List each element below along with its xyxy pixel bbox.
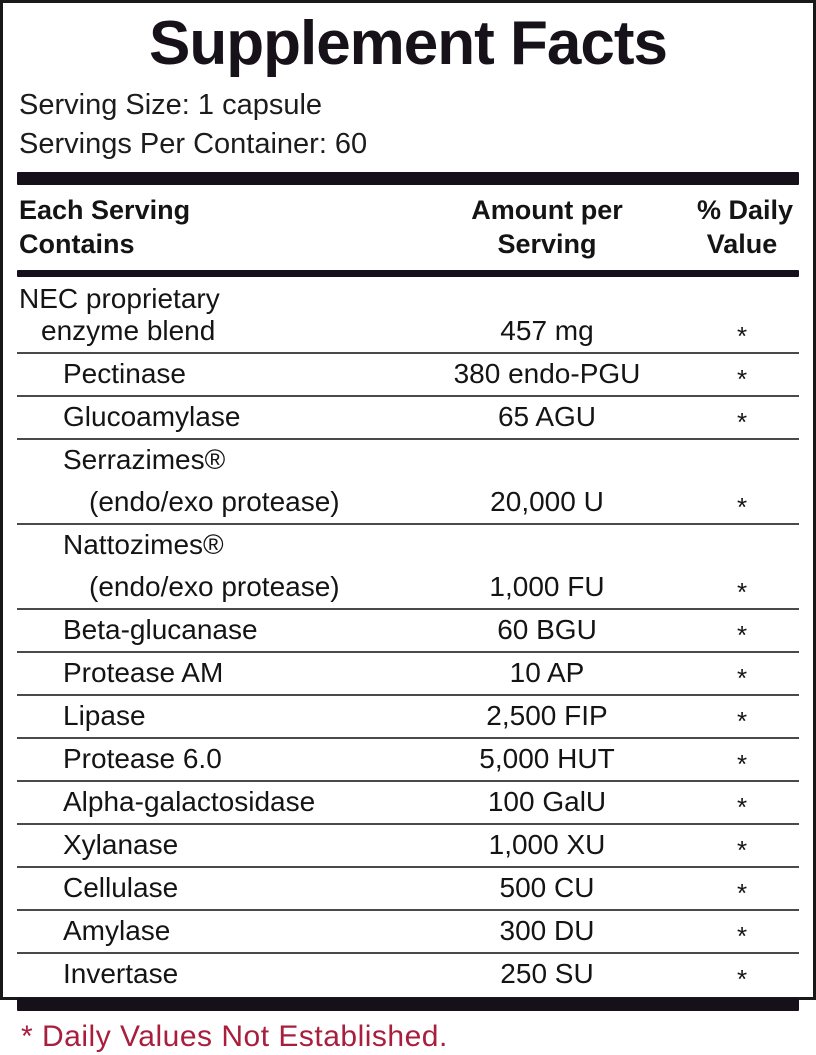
header-amount-line1: Amount per — [471, 194, 623, 225]
asterisk-mark: * — [736, 749, 748, 780]
ingredient-name-line: enzyme blend — [41, 314, 216, 346]
ingredient-amount: 2,500 FIP — [486, 699, 608, 731]
divider-thick-top — [17, 172, 799, 185]
ingredient-name — [17, 915, 397, 947]
table-row — [17, 696, 799, 739]
header-amount-line2: Serving — [497, 228, 597, 259]
table-header — [17, 188, 799, 268]
daily-value-footnote: * Daily Values Not Established. — [21, 1019, 448, 1053]
ingredient-amount: 10 AP — [509, 656, 585, 688]
ingredient-amount: 457 mg — [500, 314, 594, 346]
asterisk-mark: * — [736, 663, 748, 694]
ingredient-daily-value — [697, 743, 787, 780]
ingredient-name-line: (endo/exo protease) — [89, 485, 340, 517]
ingredient-amount: 100 GalU — [487, 785, 607, 817]
ingredient-name — [17, 358, 397, 390]
ingredient-daily-value — [697, 571, 787, 608]
ingredient-name-line: Xylanase — [63, 828, 179, 860]
ingredient-amount: 250 SU — [500, 957, 594, 989]
table-row — [17, 782, 799, 825]
ingredient-name — [17, 529, 397, 603]
serving-size-text: Serving Size: 1 capsule — [19, 88, 323, 121]
asterisk-mark: * — [736, 792, 748, 823]
ingredient-amount: 1,000 XU — [488, 828, 606, 860]
ingredient-amount: 65 AGU — [497, 400, 597, 432]
ingredient-amount: 380 endo-PGU — [453, 357, 641, 389]
header-amount-per-serving — [397, 193, 697, 261]
header-each-serving — [17, 193, 397, 261]
ingredient-daily-value — [697, 614, 787, 651]
ingredient-daily-value — [697, 786, 787, 823]
header-each-serving-line1: Each Serving — [19, 194, 191, 225]
ingredient-name-line: NEC proprietary — [19, 282, 220, 314]
ingredient-amount: 1,000 FU — [489, 570, 605, 602]
table-row — [17, 911, 799, 954]
ingredient-amount: 500 CU — [499, 871, 595, 903]
ingredient-name-line: Invertase — [63, 957, 179, 989]
ingredient-name — [17, 283, 397, 347]
ingredient-name — [17, 444, 397, 518]
table-row — [17, 525, 799, 610]
ingredient-daily-value — [697, 401, 787, 438]
ingredient-daily-value — [697, 829, 787, 866]
asterisk-mark: * — [736, 620, 748, 651]
panel-title: Supplement Facts — [149, 9, 667, 78]
ingredient-name-line: Amylase — [63, 914, 171, 946]
ingredient-daily-value — [697, 358, 787, 395]
divider-thick-bottom — [17, 998, 799, 1011]
table-row — [17, 825, 799, 868]
asterisk-mark: * — [736, 364, 748, 395]
asterisk-mark: * — [736, 921, 748, 952]
asterisk-mark: * — [736, 577, 748, 608]
ingredient-daily-value — [697, 657, 787, 694]
ingredient-amount: 300 DU — [499, 914, 595, 946]
ingredient-rows — [17, 279, 799, 995]
ingredient-daily-value — [697, 958, 787, 995]
table-row — [17, 610, 799, 653]
table-row — [17, 868, 799, 911]
ingredient-name-line: Cellulase — [63, 871, 179, 903]
asterisk-mark: * — [736, 407, 748, 438]
ingredient-name-line: Glucoamylase — [63, 400, 241, 432]
asterisk-mark: * — [736, 878, 748, 909]
header-percent-daily-value — [697, 193, 794, 261]
asterisk-mark: * — [736, 321, 748, 352]
servings-per-container-text: Servings Per Container: 60 — [19, 127, 368, 160]
asterisk-mark: * — [736, 835, 748, 866]
ingredient-name — [17, 872, 397, 904]
divider-medium-header — [17, 270, 799, 277]
header-each-serving-line2: Contains — [19, 228, 135, 259]
ingredient-name — [17, 958, 397, 990]
header-dv-line1: % Daily — [697, 194, 794, 225]
ingredient-name — [17, 700, 397, 732]
ingredient-name-line: Nattozimes® — [63, 528, 224, 560]
ingredient-name — [17, 614, 397, 646]
table-row — [17, 279, 799, 354]
ingredient-name — [17, 786, 397, 818]
ingredient-name-line: Protease 6.0 — [63, 742, 222, 774]
ingredient-name — [17, 401, 397, 433]
ingredient-daily-value — [697, 700, 787, 737]
header-dv-line2: Value — [706, 228, 778, 259]
ingredient-name — [17, 743, 397, 775]
asterisk-mark: * — [736, 492, 748, 523]
ingredient-name-line: Protease AM — [63, 656, 224, 688]
table-row — [17, 653, 799, 696]
ingredient-name-line: Alpha-galactosidase — [63, 785, 316, 817]
ingredient-daily-value — [697, 915, 787, 952]
serving-info — [19, 86, 799, 164]
table-row — [17, 954, 799, 995]
table-row — [17, 354, 799, 397]
ingredient-amount: 60 BGU — [497, 613, 597, 645]
asterisk-mark: * — [736, 706, 748, 737]
ingredient-daily-value — [697, 486, 787, 523]
ingredient-amount: 20,000 U — [490, 485, 604, 517]
asterisk-mark: * — [736, 964, 748, 995]
table-row — [17, 397, 799, 440]
ingredient-name — [17, 657, 397, 689]
ingredient-name-line: Pectinase — [63, 357, 186, 389]
table-row — [17, 440, 799, 525]
table-row — [17, 739, 799, 782]
ingredient-name-line: Serrazimes® — [63, 443, 226, 475]
ingredient-amount: 5,000 HUT — [479, 742, 615, 774]
ingredient-name — [17, 829, 397, 861]
ingredient-name-line: (endo/exo protease) — [89, 570, 340, 602]
ingredient-daily-value — [697, 315, 787, 352]
ingredient-name-line: Lipase — [63, 699, 146, 731]
ingredient-name-line: Beta-glucanase — [63, 613, 258, 645]
ingredient-daily-value — [697, 872, 787, 909]
